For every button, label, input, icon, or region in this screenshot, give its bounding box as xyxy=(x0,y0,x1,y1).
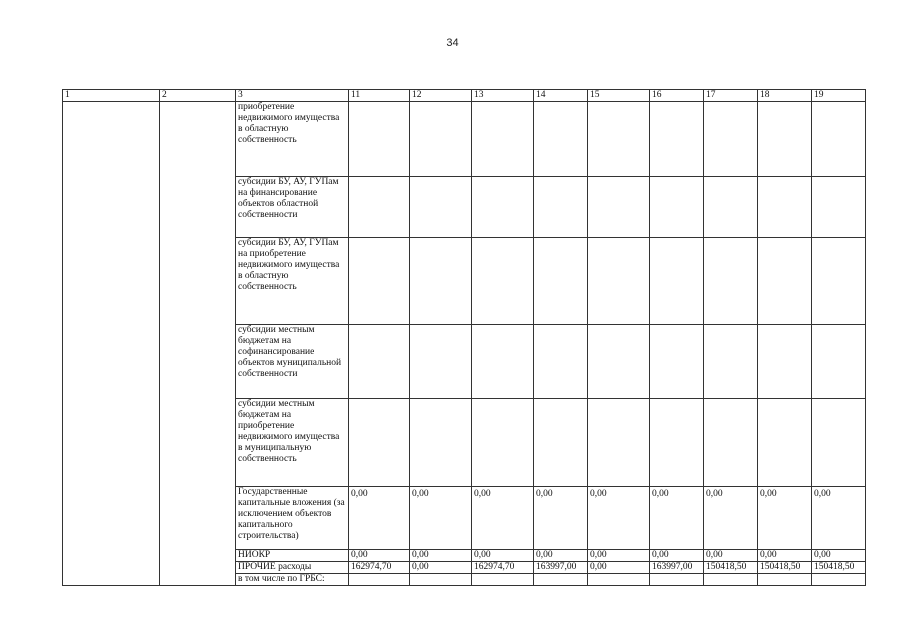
value-cell xyxy=(410,574,472,586)
header-cell: 3 xyxy=(236,90,349,102)
value-cell: 0,00 xyxy=(704,487,758,550)
value-cell xyxy=(704,238,758,325)
value-cell xyxy=(758,574,812,586)
row-label: ПРОЧИЕ расходы xyxy=(236,562,349,574)
value-cell: 150418,50 xyxy=(812,562,866,574)
value-cell xyxy=(588,177,650,238)
value-cell: 0,00 xyxy=(410,562,472,574)
header-row xyxy=(63,90,866,102)
value-cell xyxy=(534,325,588,399)
merged-cell-col1 xyxy=(63,102,160,586)
value-cell xyxy=(349,102,410,177)
value-cell xyxy=(410,177,472,238)
value-cell: 0,00 xyxy=(650,487,704,550)
row-label: Государственные капитальные вложения (за исключением объектов капитального строительства) xyxy=(236,487,349,550)
value-cell: 0,00 xyxy=(650,550,704,562)
value-cell xyxy=(650,325,704,399)
header-cell: 17 xyxy=(704,90,758,102)
row-label: субсидии БУ, АУ, ГУПам на приобретение недвижимого имущества в областную собственность xyxy=(236,238,349,325)
merged-cell-col2 xyxy=(160,102,236,586)
value-cell xyxy=(534,102,588,177)
header-cell: 16 xyxy=(650,90,704,102)
value-cell: 0,00 xyxy=(588,562,650,574)
header-cell: 2 xyxy=(160,90,236,102)
value-cell xyxy=(650,177,704,238)
value-cell xyxy=(349,177,410,238)
value-cell xyxy=(472,399,534,487)
value-cell xyxy=(410,238,472,325)
value-cell: 162974,70 xyxy=(472,562,534,574)
header-cell: 19 xyxy=(812,90,866,102)
value-cell: 0,00 xyxy=(349,487,410,550)
value-cell xyxy=(349,325,410,399)
value-cell: 0,00 xyxy=(534,487,588,550)
value-cell xyxy=(758,399,812,487)
value-cell: 163997,00 xyxy=(650,562,704,574)
row-label: субсидии местным бюджетам на приобретение недвижимого имущества в муниципальную собственность xyxy=(236,399,349,487)
value-cell xyxy=(472,325,534,399)
value-cell xyxy=(349,238,410,325)
value-cell xyxy=(704,325,758,399)
value-cell xyxy=(812,238,866,325)
value-cell: 0,00 xyxy=(758,550,812,562)
value-cell xyxy=(410,102,472,177)
value-cell: 0,00 xyxy=(349,550,410,562)
value-cell xyxy=(410,325,472,399)
value-cell xyxy=(758,102,812,177)
value-cell xyxy=(349,574,410,586)
value-cell xyxy=(588,399,650,487)
value-cell xyxy=(588,574,650,586)
value-cell xyxy=(812,325,866,399)
value-cell xyxy=(650,102,704,177)
value-cell xyxy=(758,177,812,238)
value-cell xyxy=(758,325,812,399)
value-cell: 0,00 xyxy=(472,487,534,550)
header-cell: 11 xyxy=(349,90,410,102)
value-cell: 0,00 xyxy=(410,550,472,562)
value-cell xyxy=(812,399,866,487)
value-cell xyxy=(704,574,758,586)
row-label: субсидии местным бюджетам на софинансирование объектов муниципальной собственности xyxy=(236,325,349,399)
value-cell xyxy=(472,574,534,586)
row-label: субсидии БУ, АУ, ГУПам на финансирование объектов областной собственности xyxy=(236,177,349,238)
value-cell: 0,00 xyxy=(758,487,812,550)
value-cell: 162974,70 xyxy=(349,562,410,574)
row-label: в том числе по ГРБС: xyxy=(236,574,349,586)
page-number: 34 xyxy=(446,37,459,49)
value-cell xyxy=(650,238,704,325)
value-cell xyxy=(812,177,866,238)
value-cell xyxy=(410,399,472,487)
value-cell xyxy=(534,238,588,325)
header-cell: 12 xyxy=(410,90,472,102)
value-cell xyxy=(812,102,866,177)
value-cell: 0,00 xyxy=(410,487,472,550)
value-cell xyxy=(534,399,588,487)
value-cell: 0,00 xyxy=(812,550,866,562)
value-cell: 163997,00 xyxy=(534,562,588,574)
value-cell xyxy=(534,574,588,586)
value-cell xyxy=(472,177,534,238)
row-label: приобретение недвижимого имущества в областную собственность xyxy=(236,102,349,177)
header-cell: 13 xyxy=(472,90,534,102)
value-cell xyxy=(812,574,866,586)
value-cell xyxy=(534,177,588,238)
header-cell: 14 xyxy=(534,90,588,102)
value-cell: 0,00 xyxy=(812,487,866,550)
value-cell xyxy=(704,177,758,238)
value-cell xyxy=(472,238,534,325)
header-cell: 18 xyxy=(758,90,812,102)
value-cell xyxy=(704,399,758,487)
value-cell xyxy=(650,399,704,487)
value-cell xyxy=(349,399,410,487)
value-cell: 0,00 xyxy=(472,550,534,562)
header-cell: 1 xyxy=(63,90,160,102)
header-cell: 15 xyxy=(588,90,650,102)
budget-table xyxy=(62,89,866,586)
value-cell xyxy=(758,238,812,325)
value-cell: 150418,50 xyxy=(758,562,812,574)
value-cell: 0,00 xyxy=(588,487,650,550)
value-cell: 0,00 xyxy=(704,550,758,562)
value-cell xyxy=(472,102,534,177)
value-cell: 0,00 xyxy=(588,550,650,562)
value-cell xyxy=(588,325,650,399)
value-cell xyxy=(588,102,650,177)
value-cell xyxy=(650,574,704,586)
value-cell: 150418,50 xyxy=(704,562,758,574)
row-label: НИОКР xyxy=(236,550,349,562)
value-cell xyxy=(704,102,758,177)
value-cell xyxy=(588,238,650,325)
table-row xyxy=(63,102,866,177)
value-cell: 0,00 xyxy=(534,550,588,562)
